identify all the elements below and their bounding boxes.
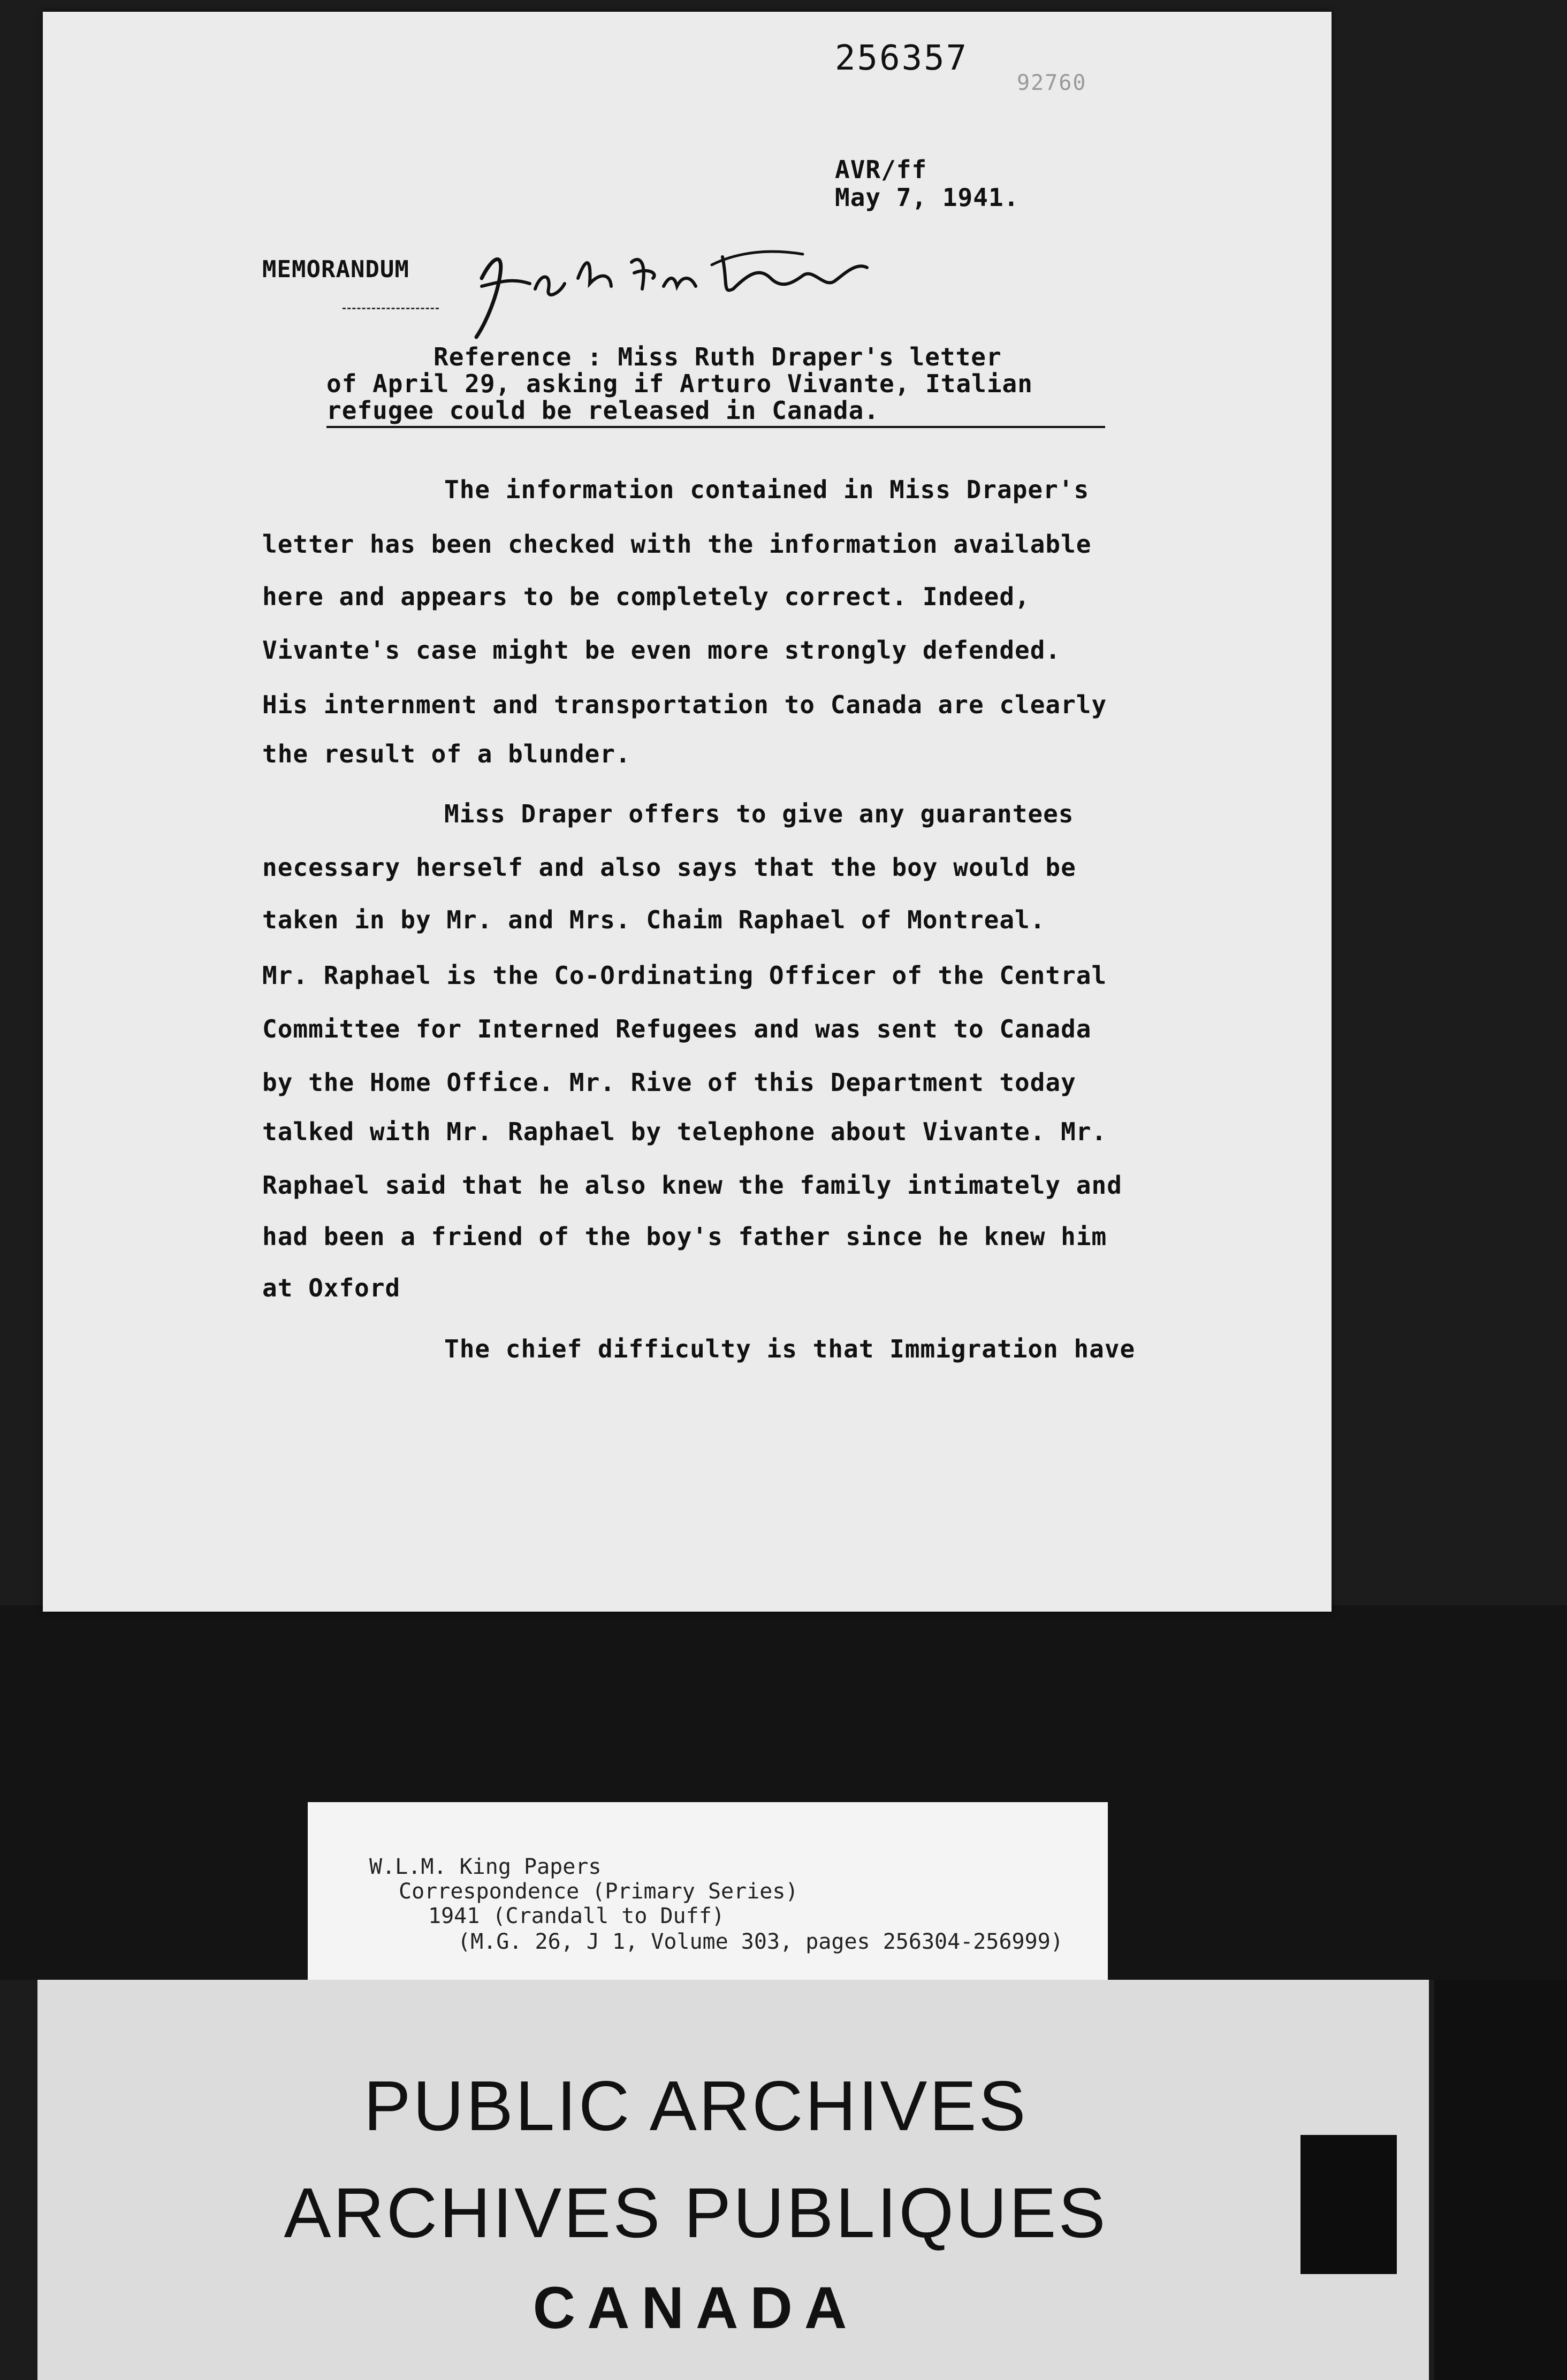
reference-underline bbox=[326, 426, 1105, 428]
footer-title-english: PUBLIC ARCHIVES bbox=[363, 2066, 1028, 2145]
body-line: talked with Mr. Raphael by telephone about Vivante. Mr. bbox=[262, 1117, 1107, 1146]
archive-label-line-1: W.L.M. King Papers bbox=[369, 1855, 602, 1879]
body-line: Miss Draper offers to give any guarantees bbox=[444, 799, 1074, 828]
archive-label-line-2: Correspondence (Primary Series) bbox=[399, 1879, 798, 1904]
body-line: by the Home Office. Mr. Rive of this Department today bbox=[262, 1068, 1076, 1097]
reference-line-2: of April 29, asking if Arturo Vivante, Italian bbox=[326, 369, 1033, 398]
document-number: 256357 bbox=[835, 39, 969, 78]
body-line: Mr. Raphael is the Co-Ordinating Officer of the Central bbox=[262, 961, 1107, 990]
reference-code: AVR/ff bbox=[835, 155, 927, 184]
body-line: had been a friend of the boy's father since he knew him bbox=[262, 1222, 1107, 1251]
body-line: at Oxford bbox=[262, 1273, 401, 1302]
footer-country: CANADA bbox=[533, 2275, 859, 2341]
reference-line-1: Reference : Miss Ruth Draper's letter bbox=[433, 342, 1002, 371]
body-line: Raphael said that he also knew the family intimately and bbox=[262, 1171, 1122, 1200]
memo-date: May 7, 1941. bbox=[835, 183, 1020, 212]
body-line: letter has been checked with the information available bbox=[262, 530, 1092, 559]
body-line: His internment and transportation to Canada are clearly bbox=[262, 690, 1107, 719]
reference-line-3: refugee could be released in Canada. bbox=[326, 396, 879, 425]
body-line: necessary herself and also says that the boy would be bbox=[262, 853, 1076, 882]
memo-heading: MEMORANDUM bbox=[262, 256, 409, 283]
footer-title-french: ARCHIVES PUBLIQUES bbox=[284, 2173, 1108, 2252]
body-line: The information contained in Miss Draper's bbox=[444, 475, 1090, 504]
body-line: Committee for Interned Refugees and was sent to Canada bbox=[262, 1014, 1092, 1043]
memo-dotted-line bbox=[343, 308, 439, 309]
body-line: the result of a blunder. bbox=[262, 739, 631, 768]
handwritten-signature-note bbox=[471, 235, 878, 342]
body-line: Vivante's case might be even more strongly defended. bbox=[262, 636, 1061, 665]
film-edge bbox=[1434, 1980, 1567, 2380]
body-line: here and appears to be completely correct. Indeed, bbox=[262, 582, 1030, 611]
body-line: The chief difficulty is that Immigration have bbox=[444, 1334, 1136, 1363]
archive-label-line-3: 1941 (Crandall to Duff) bbox=[428, 1904, 725, 1928]
archive-label-line-4: (M.G. 26, J 1, Volume 303, pages 256304-256999) bbox=[458, 1929, 1063, 1954]
faded-stamp-number: 92760 bbox=[1017, 71, 1087, 95]
body-line: taken in by Mr. and Mrs. Chaim Raphael of Montreal. bbox=[262, 905, 1046, 934]
